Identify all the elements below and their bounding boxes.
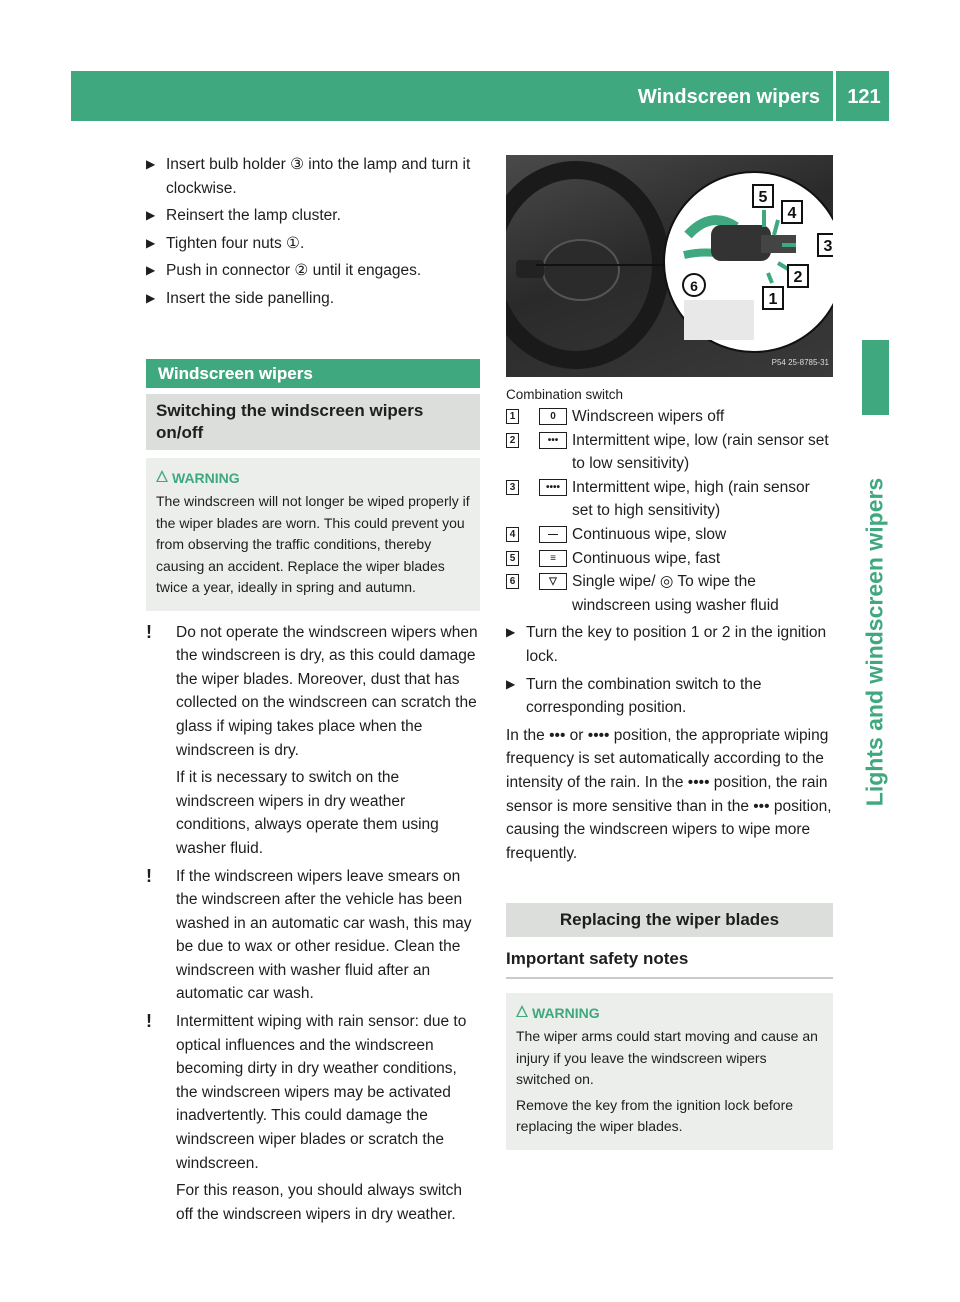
warning-box bbox=[506, 993, 833, 1150]
subsection-heading: Switching the windscreen wipers on/off bbox=[146, 394, 480, 450]
instruction-step: ▶ Turn the combination switch to the corresponding position. bbox=[506, 673, 833, 720]
instruction-step: ▶ Tighten four nuts ①. bbox=[146, 232, 480, 256]
legend-number: 5 bbox=[506, 551, 519, 566]
wiper-off-icon: 0 bbox=[539, 408, 567, 425]
intermittent-high-icon: •••• bbox=[539, 479, 567, 496]
instruction-step: ▶ Push in connector ② until it engages. bbox=[146, 259, 480, 283]
legend-number: 3 bbox=[506, 480, 519, 495]
step-arrow-icon: ▶ bbox=[146, 263, 156, 278]
warning-text: The wiper arms could start moving and cause an injury if you leave the windscreen wipers switched on. bbox=[516, 1028, 818, 1088]
callout-label: 6 bbox=[690, 278, 698, 294]
instruction-step: ▶ Insert the side panelling. bbox=[146, 287, 480, 311]
exclamation-icon: ! bbox=[146, 1011, 152, 1032]
warning-text: The windscreen will not longer be wiped properly if the wiper blades are worn. This could prevent you from observing the traffic conditions, thereby causing an accident. Replace the wiper blades twice a year, ideally in spring and autumn. bbox=[156, 493, 470, 596]
warning-text: Remove the key from the ignition lock before replacing the wiper blades. bbox=[516, 1096, 794, 1135]
step-arrow-icon: ▶ bbox=[146, 157, 156, 171]
legend-number: 2 bbox=[506, 433, 519, 448]
callout-label: 5 bbox=[758, 189, 768, 206]
callout-label: 3 bbox=[823, 238, 833, 255]
caution-note: ! If the windscreen wipers leave smears on the windscreen after the vehicle has been washed in an automatic car wash, this may be due to wax or other residue. Clean the windscreen with washer fluid after an automatic car wash. bbox=[146, 865, 472, 1003]
legend-item: 3 •••• Intermittent wipe, high (rain sensor set to high sensitivity) bbox=[506, 476, 833, 523]
exclamation-icon: ! bbox=[146, 621, 152, 642]
warning-title: WARNING bbox=[516, 1003, 823, 1025]
instruction-step: ▶ Reinsert the lamp cluster. bbox=[146, 204, 480, 228]
instruction-step: ▶ Insert bulb holder ③ into the lamp and turn it clockwise. bbox=[146, 153, 480, 200]
legend-number: 6 bbox=[506, 574, 519, 589]
right-column bbox=[506, 155, 833, 1150]
body-paragraph: In the ••• or •••• position, the appropriate wiping frequency is set automatically according to the intensity of the rain. In the •••• position, the rain sensor is more sensitive than in the ••• position, causing the windscreen wipers to wipe more frequently. bbox=[506, 726, 832, 862]
continuous-slow-icon: — bbox=[539, 526, 567, 543]
figure-caption: Combination switch bbox=[506, 387, 624, 402]
caution-note: ! Do not operate the windscreen wipers when the windscreen is dry, as this could damage the wiper blades. Moreover, dust that has collected on the windscreen can scratch the glass if wiping takes place when the windscreen is dry. If it is necessary to switch on the windscreen wipers in dry weather conditions, always operate them using washer fluid. bbox=[146, 621, 478, 857]
legend-item: 6 ▽ Single wipe/ ◎ To wipe the windscreen using washer fluid bbox=[506, 570, 833, 617]
legend-item: 5 ≡ Continuous wipe, fast bbox=[506, 547, 833, 571]
legend-number: 1 bbox=[506, 409, 519, 424]
step-arrow-icon: ▶ bbox=[146, 235, 156, 250]
section-heading: Replacing the wiper blades bbox=[506, 903, 833, 937]
figure-code: P54 25-8785-31 bbox=[771, 358, 829, 368]
caution-note: ! Intermittent wiping with rain sensor: due to optical influences and the windscreen becoming dirty in dry weather conditions, the windscreen wipers may be activated inadvertently. This could damage the windscreen wiper blades or scratch the windscreen. For this reason, you should always switch off the windscreen wipers in dry weather. bbox=[146, 1011, 467, 1223]
page-number: 121 bbox=[847, 86, 881, 108]
single-wipe-icon: ▽ bbox=[539, 573, 567, 590]
callout-label: 2 bbox=[793, 269, 803, 286]
exclamation-icon: ! bbox=[146, 865, 152, 886]
legend-item: 1 0 Windscreen wipers off bbox=[506, 405, 833, 429]
chapter-tab bbox=[862, 340, 889, 415]
legend-item: 4 — Continuous wipe, slow bbox=[506, 523, 833, 547]
callout-label: 4 bbox=[787, 205, 797, 222]
warning-box bbox=[146, 458, 480, 611]
warning-triangle-icon bbox=[156, 470, 168, 482]
combination-switch-figure bbox=[506, 155, 833, 377]
subsection-heading: Important safety notes bbox=[506, 947, 833, 979]
chapter-label: Lights and windscreen wipers bbox=[861, 477, 888, 807]
instruction-step: ▶ Turn the key to position 1 or 2 in the ignition lock. bbox=[506, 621, 833, 668]
left-column bbox=[146, 153, 480, 1230]
callout-label: 1 bbox=[768, 291, 778, 308]
legend-item: 2 ••• Intermittent wipe, low (rain sensor set to low sensitivity) bbox=[506, 429, 833, 476]
intermittent-low-icon: ••• bbox=[539, 432, 567, 449]
step-arrow-icon: ▶ bbox=[146, 208, 156, 223]
step-arrow-icon: ▶ bbox=[506, 676, 516, 691]
step-arrow-icon: ▶ bbox=[146, 290, 156, 305]
header-divider bbox=[833, 71, 836, 121]
steering-wheel-illustration bbox=[506, 155, 833, 377]
section-heading: Windscreen wipers bbox=[146, 359, 480, 388]
legend-number: 4 bbox=[506, 527, 519, 542]
step-arrow-icon: ▶ bbox=[506, 625, 516, 640]
continuous-fast-icon: ≡ bbox=[539, 550, 567, 567]
page-title: Windscreen wipers bbox=[637, 86, 820, 108]
warning-triangle-icon bbox=[516, 1005, 528, 1017]
warning-title: WARNING bbox=[156, 468, 470, 490]
